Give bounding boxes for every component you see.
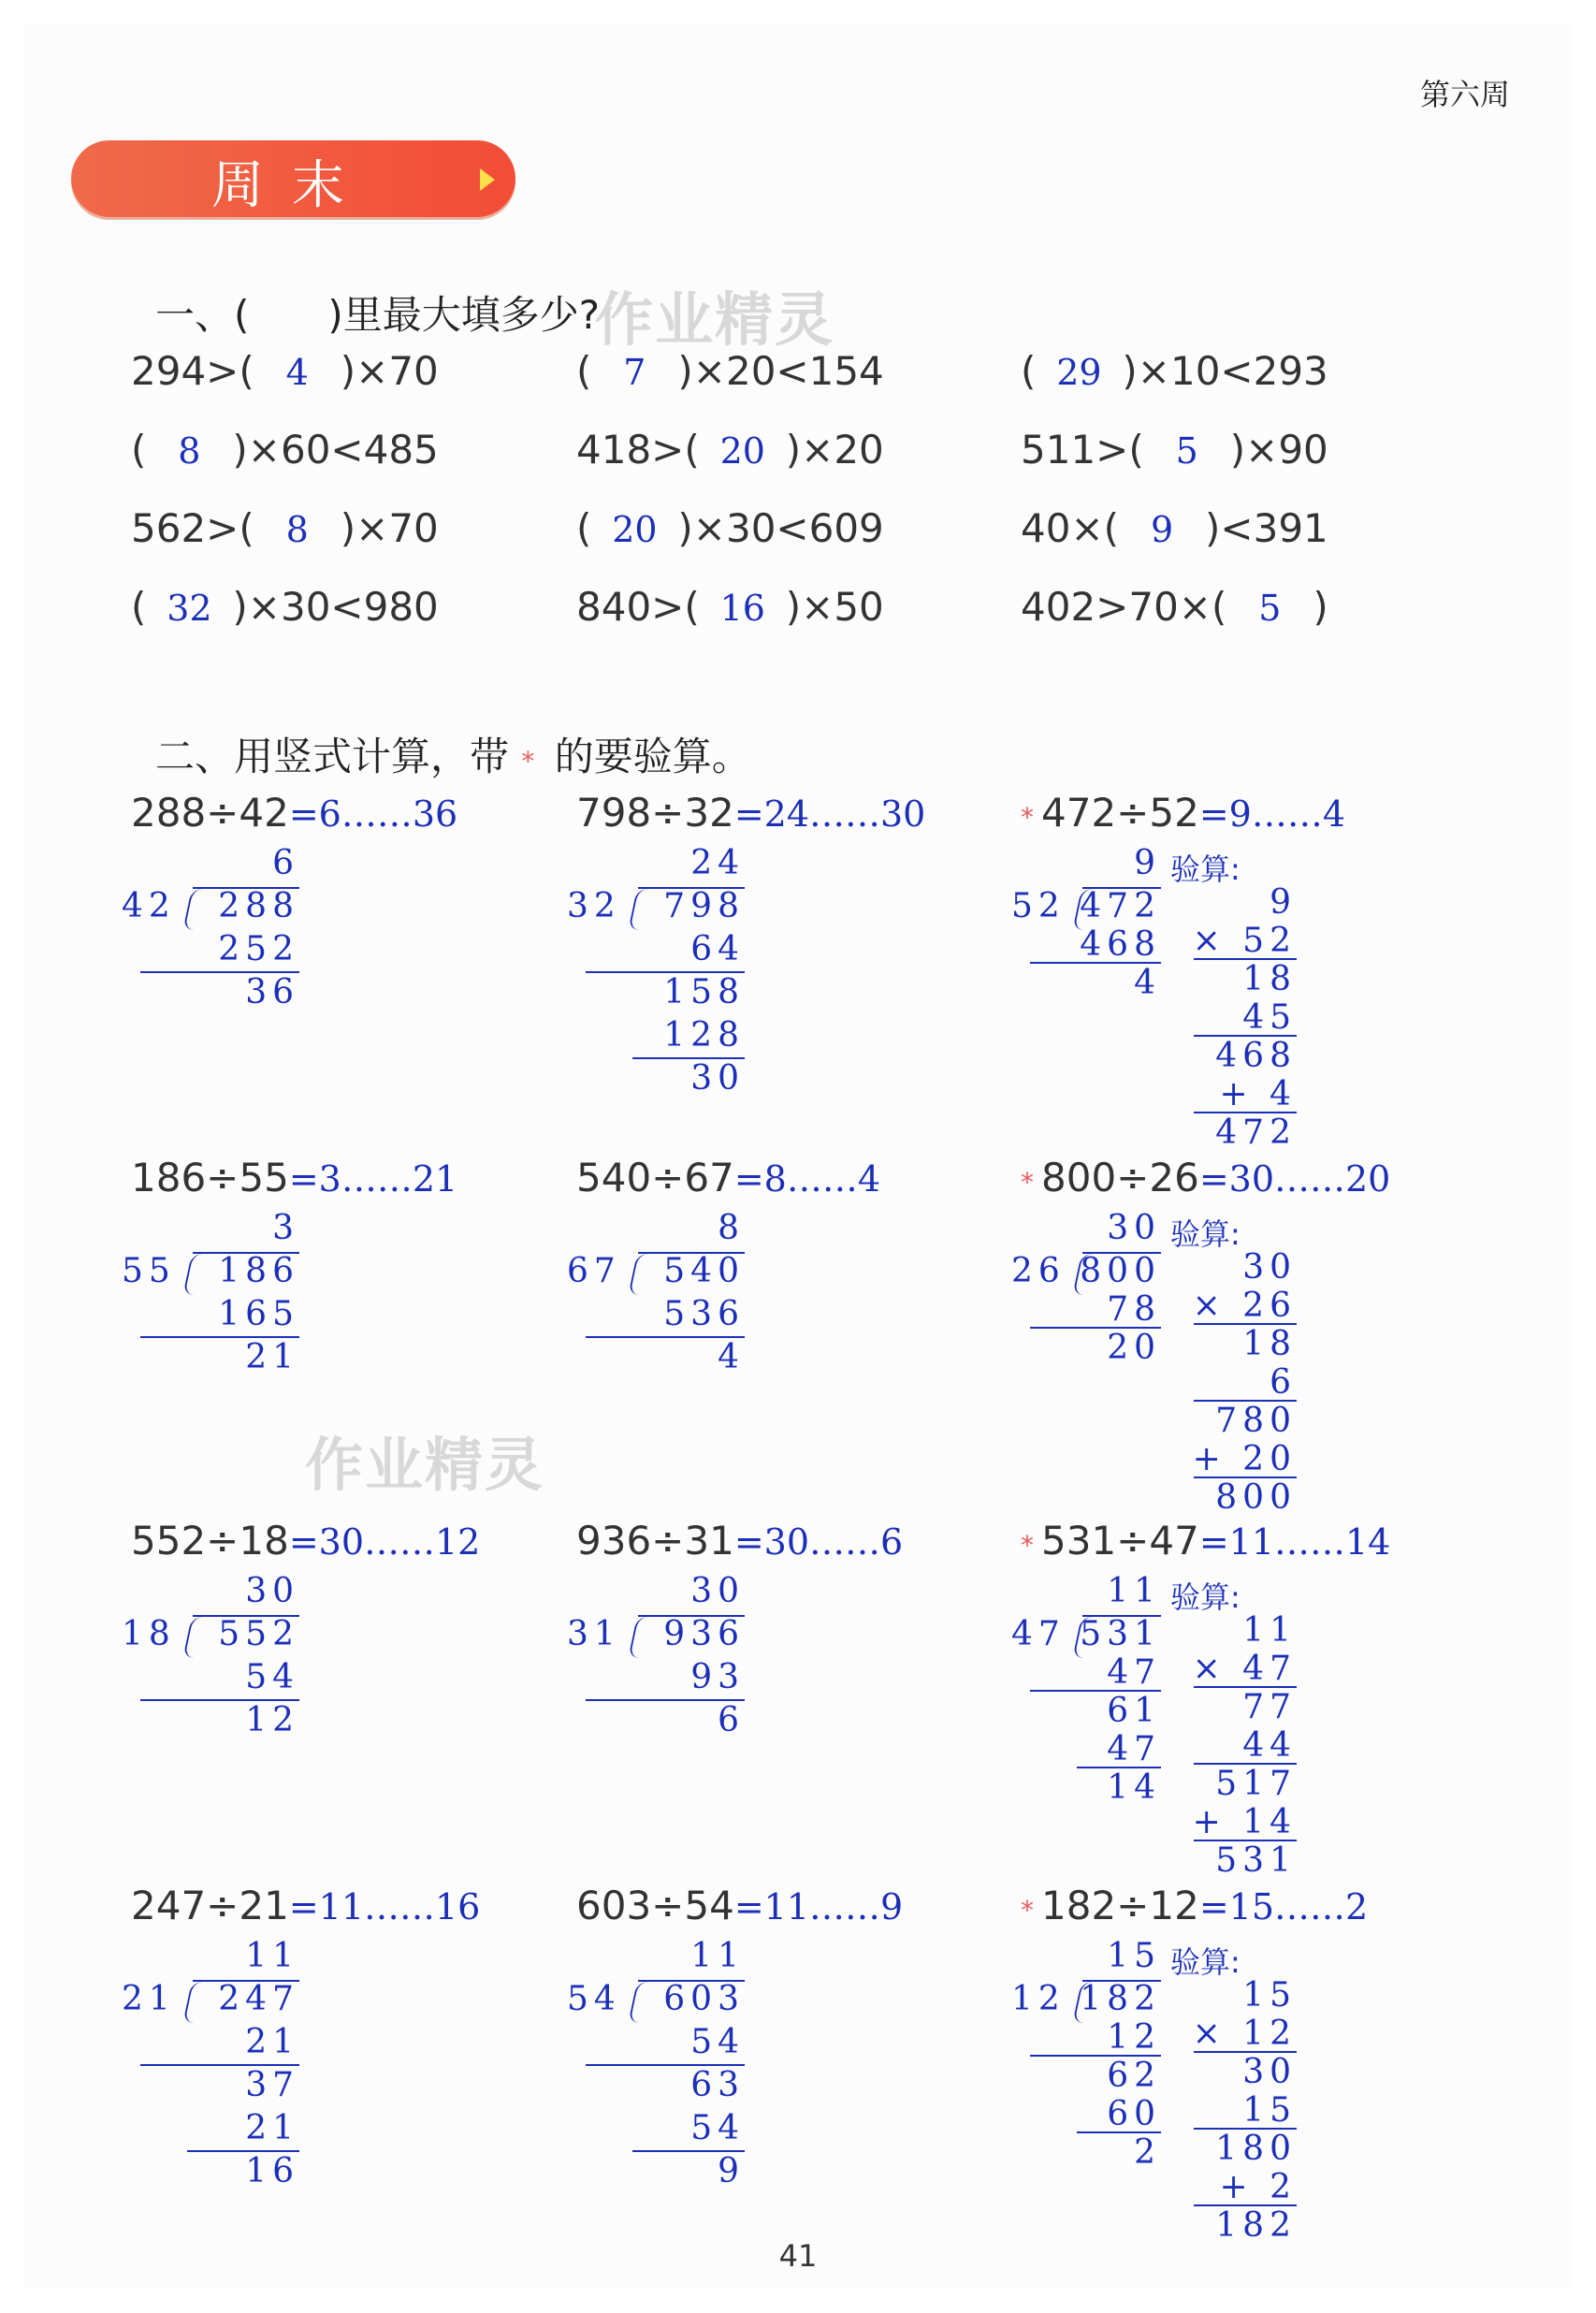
expression-right: )<391 xyxy=(1205,505,1328,551)
work-step: 54 xyxy=(690,2023,745,2061)
division-bracket xyxy=(628,1982,651,2023)
quotient: 8 xyxy=(718,1209,745,1247)
work-step: 9 xyxy=(718,2152,745,2190)
dividend: 288 xyxy=(218,887,299,925)
divisor: 67 xyxy=(567,1252,621,1290)
dividend: 936 xyxy=(663,1615,745,1653)
page-number: 41 xyxy=(778,2238,818,2274)
watermark: 作业精灵 xyxy=(305,1431,545,1499)
expression-left: 840>( xyxy=(576,584,700,630)
answer-blank[interactable]: 7 xyxy=(623,352,646,393)
star-icon: * xyxy=(1021,1167,1034,1198)
division-problem xyxy=(131,790,457,836)
answer-blank[interactable]: 20 xyxy=(612,509,658,550)
division-problem xyxy=(1021,1155,1390,1200)
fill-in-item xyxy=(576,505,884,551)
quotient: 30 xyxy=(690,1572,745,1610)
check-step: 531 xyxy=(1215,1841,1297,1880)
expression-right: )×20 xyxy=(785,427,884,473)
work-step: 60 xyxy=(1107,2095,1161,2133)
divisor: 18 xyxy=(122,1615,176,1653)
watermark: 作业精灵 xyxy=(595,285,835,354)
expression-left: ( xyxy=(131,584,147,630)
fill-in-item xyxy=(576,584,884,630)
expression-left: ( xyxy=(576,505,592,551)
work-step: 64 xyxy=(690,930,745,968)
quotient: 11 xyxy=(1107,1572,1161,1610)
answer-blank[interactable]: 5 xyxy=(1175,430,1198,472)
check-step: 468 xyxy=(1215,1037,1297,1075)
fill-in-item xyxy=(131,584,439,630)
dividend: 800 xyxy=(1080,1252,1161,1290)
work-step: 54 xyxy=(245,1658,299,1696)
work-step: 165 xyxy=(218,1295,299,1333)
division-expression: 798÷32 xyxy=(576,790,734,836)
division-result: =30……20 xyxy=(1198,1158,1391,1200)
quotient: 30 xyxy=(1107,1209,1161,1247)
work-step: 4 xyxy=(1134,964,1161,1002)
division-result: =11……9 xyxy=(733,1886,904,1928)
work-step: 21 xyxy=(245,2023,299,2061)
work-step: 47 xyxy=(1107,1653,1161,1692)
check-step: × 52 xyxy=(1192,922,1297,960)
expression-right: )×70 xyxy=(340,505,439,551)
division-expression: 247÷21 xyxy=(131,1883,289,1928)
check-step: × 47 xyxy=(1192,1650,1297,1688)
division-expression: 182÷12 xyxy=(1041,1883,1199,1928)
check-step: + 2 xyxy=(1219,2168,1297,2206)
star-icon: * xyxy=(1021,802,1034,833)
divisor: 54 xyxy=(567,1980,621,2018)
expression-left: 418>( xyxy=(576,427,700,473)
expression-right: )×50 xyxy=(785,584,884,630)
division-bracket xyxy=(628,889,651,930)
check-step: 77 xyxy=(1242,1688,1297,1726)
answer-blank[interactable]: 8 xyxy=(178,430,201,472)
work-step: 93 xyxy=(690,1658,745,1696)
quotient: 24 xyxy=(690,844,745,882)
divisor: 26 xyxy=(1011,1252,1066,1290)
check-step: 11 xyxy=(1242,1611,1297,1650)
check-step: 180 xyxy=(1215,2130,1297,2168)
division-expression: 472÷52 xyxy=(1041,790,1199,836)
divisor: 42 xyxy=(122,887,176,925)
division-problem xyxy=(1021,790,1345,836)
banner xyxy=(71,140,515,217)
check-step: 45 xyxy=(1242,998,1297,1037)
dividend: 552 xyxy=(218,1615,299,1653)
check-step: 472 xyxy=(1215,1113,1297,1152)
check-step: 44 xyxy=(1242,1726,1297,1765)
check-label: 验算: xyxy=(1170,851,1241,887)
play-arrow-icon xyxy=(480,168,495,191)
expression-left: ( xyxy=(1021,348,1037,394)
answer-blank[interactable]: 9 xyxy=(1150,509,1174,550)
divisor: 32 xyxy=(567,887,621,925)
work-step: 21 xyxy=(245,2109,299,2147)
division-problem xyxy=(1021,1883,1368,1928)
division-bracket xyxy=(182,1982,206,2023)
division-problem xyxy=(131,1518,480,1564)
fill-in-item xyxy=(1021,584,1328,630)
quotient: 30 xyxy=(245,1572,299,1610)
check-step: 15 xyxy=(1242,1976,1297,2015)
dividend: 472 xyxy=(1080,887,1161,925)
expression-right: )×20<154 xyxy=(677,348,884,394)
division-bracket xyxy=(182,889,206,930)
work-step: 54 xyxy=(690,2109,745,2147)
divisor: 52 xyxy=(1011,887,1066,925)
dividend: 603 xyxy=(663,1980,745,2018)
division-problem xyxy=(131,1155,457,1200)
answer-blank[interactable]: 16 xyxy=(719,588,765,629)
check-step: 18 xyxy=(1242,960,1297,998)
division-problem xyxy=(131,1883,480,1928)
expression-right: )×30<980 xyxy=(232,584,439,630)
expression-right: )×90 xyxy=(1229,427,1328,473)
fill-in-item xyxy=(576,348,884,394)
section2-title-text: 二、用竖式计算，带 xyxy=(155,734,510,779)
work-step: 2 xyxy=(1134,2133,1161,2172)
banner-title: 周末 xyxy=(211,155,372,216)
expression-left: 294>( xyxy=(131,348,254,394)
answer-blank[interactable]: 29 xyxy=(1056,352,1102,393)
check-step: 800 xyxy=(1215,1478,1297,1517)
quotient: 9 xyxy=(1134,844,1161,882)
work-step: 4 xyxy=(718,1338,745,1376)
division-expression: 603÷54 xyxy=(576,1883,734,1928)
quotient: 6 xyxy=(272,844,299,882)
check-step: × 26 xyxy=(1192,1287,1297,1325)
dividend: 186 xyxy=(218,1252,299,1290)
worksheet-page xyxy=(24,24,1572,2289)
star-icon: * xyxy=(521,746,535,777)
division-expression: 552÷18 xyxy=(131,1518,289,1564)
fill-in-item xyxy=(131,427,439,473)
division-problem xyxy=(576,1155,880,1200)
quotient: 11 xyxy=(245,1937,299,1975)
week-label: 第六周 xyxy=(1419,77,1510,112)
dividend: 182 xyxy=(1080,1980,1161,2018)
work-step: 12 xyxy=(1107,2018,1161,2057)
work-step: 468 xyxy=(1080,925,1161,964)
section2-title xyxy=(155,726,751,782)
star-icon: * xyxy=(1021,1530,1034,1561)
expression-left: 511>( xyxy=(1021,427,1144,473)
division-expression: 288÷42 xyxy=(131,790,289,836)
work-step: 78 xyxy=(1107,1290,1161,1329)
expression-right: )×10<293 xyxy=(1122,348,1328,394)
quotient: 3 xyxy=(272,1209,299,1247)
division-bracket xyxy=(182,1617,206,1658)
division-bracket xyxy=(628,1617,651,1658)
work-step: 62 xyxy=(1107,2057,1161,2095)
divisor: 55 xyxy=(122,1252,176,1290)
division-expression: 936÷31 xyxy=(576,1518,734,1564)
division-result: =11……16 xyxy=(288,1886,481,1928)
fill-in-item xyxy=(131,348,439,394)
division-result: =30……12 xyxy=(288,1521,481,1563)
check-step: 6 xyxy=(1270,1363,1297,1402)
work-step: 36 xyxy=(245,973,299,1011)
check-step: + 20 xyxy=(1192,1440,1297,1478)
fill-in-item xyxy=(131,505,439,551)
division-problem xyxy=(576,1883,903,1928)
check-label: 验算: xyxy=(1170,1944,1241,1980)
check-step: × 12 xyxy=(1192,2015,1297,2053)
quotient: 11 xyxy=(690,1937,745,1975)
check-step: 30 xyxy=(1242,2053,1297,2091)
division-result: =30……6 xyxy=(733,1521,904,1563)
division-result: =8……4 xyxy=(733,1158,881,1200)
answer-blank[interactable]: 20 xyxy=(719,430,765,472)
work-step: 128 xyxy=(663,1016,745,1055)
answer-blank[interactable]: 32 xyxy=(167,588,212,629)
fill-in-item xyxy=(1021,348,1328,394)
expression-right: )×30<609 xyxy=(677,505,884,551)
expression-left: 40×( xyxy=(1021,505,1120,551)
division-expression: 186÷55 xyxy=(131,1155,289,1200)
work-step: 16 xyxy=(245,2152,299,2190)
work-step: 21 xyxy=(245,1338,299,1376)
work-step: 252 xyxy=(218,930,299,968)
division-expression: 531÷47 xyxy=(1041,1518,1199,1564)
check-step: + 14 xyxy=(1192,1803,1297,1841)
star-icon: * xyxy=(1021,1895,1034,1926)
check-step: 15 xyxy=(1242,2091,1297,2130)
expression-left: ( xyxy=(576,348,592,394)
answer-blank[interactable]: 8 xyxy=(285,509,309,550)
work-step: 37 xyxy=(245,2066,299,2104)
work-step: 47 xyxy=(1107,1730,1161,1768)
fill-in-item xyxy=(576,427,884,473)
check-label: 验算: xyxy=(1170,1216,1241,1252)
work-step: 63 xyxy=(690,2066,745,2104)
division-result: =9……4 xyxy=(1198,793,1346,835)
check-step: 30 xyxy=(1242,1248,1297,1287)
work-step: 30 xyxy=(690,1059,745,1098)
work-step: 61 xyxy=(1107,1692,1161,1730)
section2-title-end: 的要验算。 xyxy=(554,734,751,779)
expression-right: ) xyxy=(1313,584,1328,630)
quotient: 15 xyxy=(1107,1937,1161,1975)
section1-title: 一、( )里最大填多少? xyxy=(155,292,601,338)
division-bracket xyxy=(628,1254,651,1295)
expression-left: 562>( xyxy=(131,505,254,551)
division-expression: 540÷67 xyxy=(576,1155,734,1200)
dividend: 540 xyxy=(663,1252,745,1290)
check-step: + 4 xyxy=(1219,1075,1297,1113)
check-label: 验算: xyxy=(1170,1579,1241,1615)
division-expression: 800÷26 xyxy=(1041,1155,1199,1200)
check-step: 9 xyxy=(1270,883,1297,922)
division-problem xyxy=(1021,1518,1390,1564)
fill-in-item xyxy=(1021,505,1328,551)
dividend: 798 xyxy=(663,887,745,925)
work-step: 12 xyxy=(245,1701,299,1739)
division-result: =3……21 xyxy=(288,1158,458,1200)
work-step: 158 xyxy=(663,973,745,1011)
expression-left: ( xyxy=(131,427,147,473)
fill-in-item xyxy=(1021,427,1328,473)
check-step: 18 xyxy=(1242,1325,1297,1363)
divisor: 12 xyxy=(1011,1980,1066,2018)
division-bracket xyxy=(182,1254,206,1295)
check-step: 780 xyxy=(1215,1402,1297,1440)
dividend: 531 xyxy=(1080,1615,1161,1653)
division-problem xyxy=(576,1518,903,1564)
check-step: 517 xyxy=(1215,1765,1297,1803)
division-result: =11……14 xyxy=(1198,1521,1391,1563)
expression-right: )×60<485 xyxy=(232,427,439,473)
division-problem xyxy=(576,790,925,836)
divisor: 47 xyxy=(1011,1615,1066,1653)
division-result: =15……2 xyxy=(1198,1886,1369,1928)
expression-right: )×70 xyxy=(340,348,439,394)
expression-left: 402>70×( xyxy=(1021,584,1227,630)
divisor: 21 xyxy=(122,1980,176,2018)
divisor: 31 xyxy=(567,1615,621,1653)
division-result: =24……30 xyxy=(733,793,926,835)
work-step: 20 xyxy=(1107,1329,1161,1367)
answer-blank[interactable]: 5 xyxy=(1258,588,1282,629)
work-step: 6 xyxy=(718,1701,745,1739)
work-step: 14 xyxy=(1107,1768,1161,1807)
division-result: =6……36 xyxy=(288,793,458,835)
check-step: 182 xyxy=(1215,2206,1297,2245)
dividend: 247 xyxy=(218,1980,299,2018)
answer-blank[interactable]: 4 xyxy=(285,352,309,393)
work-step: 536 xyxy=(663,1295,745,1333)
